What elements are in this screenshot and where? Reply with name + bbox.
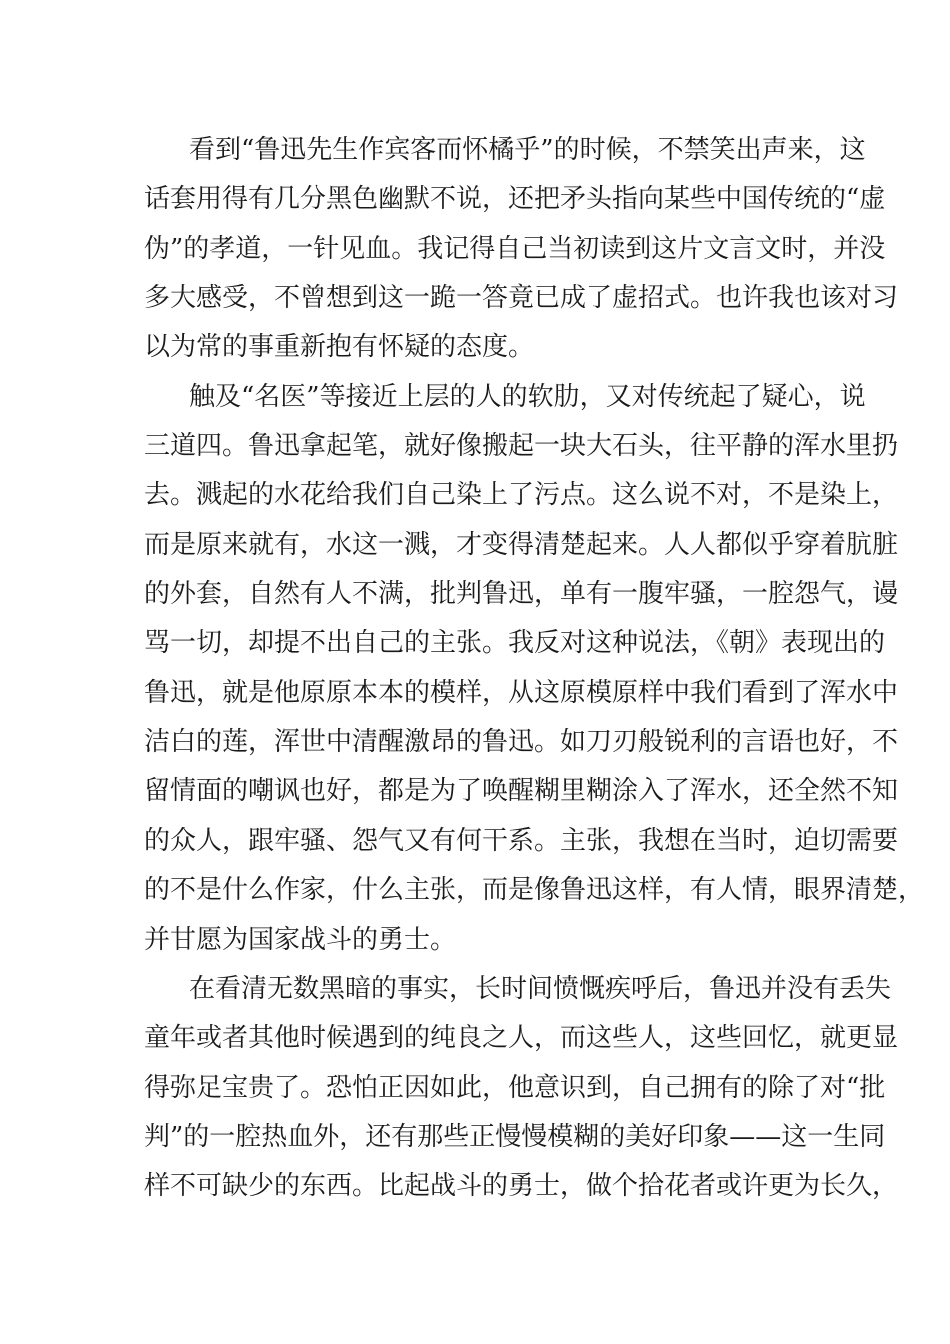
- paragraph-2-line-4: 而是原来就有，水这一溅，才变得清楚起来。人人都似乎穿着肮脏: [144, 529, 899, 560]
- paragraph-2-line-10: 的众人，跟牢骚、怨气又有何干系。主张，我想在当时，迫切需要: [144, 825, 899, 856]
- paragraph-1-line-1: 看到“鲁迅先生作宾客而怀橘乎”的时候，不禁笑出声来，这: [189, 135, 866, 165]
- paragraph-3-line-1: 在看清无数黑暗的事实，长时间愤慨疾呼后，鲁迅并没有丢失: [189, 973, 892, 1004]
- paragraph-2-line-3: 去。溅起的水花给我们自己染上了污点。这么说不对，不是染上，: [144, 480, 899, 511]
- paragraph-2-line-1: 触及“名医”等接近上层的人的软肋，又对传统起了疑心，说: [189, 381, 866, 412]
- paragraph-2-line-12: 并甘愿为国家战斗的勇士。: [144, 924, 457, 955]
- paragraph-3-line-3: 得弥足宝贵了。恐怕正因如此，他意识到，自己拥有的除了对“批: [144, 1072, 886, 1103]
- paragraph-2-line-9: 留情面的嘲讽也好，都是为了唤醒糊里糊涂入了浑水，还全然不知: [144, 776, 899, 807]
- paragraph-2-line-2: 三道四。鲁迅拿起笔，就好像搬起一块大石头，往平静的浑水里扔: [144, 431, 899, 462]
- paragraph-3-line-5: 样不可缺少的东西。比起战斗的勇士，做个拾花者或许更为长久，: [144, 1171, 899, 1202]
- paragraph-2-line-8: 洁白的莲，浑世中清醒激昂的鲁迅。如刀刃般锐利的言语也好，不: [144, 727, 899, 758]
- paragraph-1-line-4: 多大感受，不曾想到这一跪一答竟已成了虚招式。也许我也该对习: [144, 283, 899, 314]
- paragraph-1-line-2: 话套用得有几分黑色幽默不说，还把矛头指向某些中国传统的“虚: [144, 184, 886, 215]
- paragraph-2-line-5: 的外套，自然有人不满，批判鲁迅，单有一腹牢骚，一腔怨气，谩: [144, 579, 899, 610]
- paragraph-3-line-4: 判”的一腔热血外，还有那些正慢慢模糊的美好印象——这一生同: [144, 1121, 886, 1152]
- paragraph-2-line-7: 鲁迅，就是他原原本本的模样，从这原模原样中我们看到了浑水中: [144, 677, 899, 708]
- paragraph-2-line-11: 的不是什么作家，什么主张，而是像鲁迅这样，有人情，眼界清楚，: [144, 875, 925, 906]
- paragraph-1-line-3: 伪”的孝道，一针见血。我记得自己当初读到这片文言文时，并没: [144, 233, 886, 264]
- paragraph-3-line-2: 童年或者其他时候遇到的纯良之人，而这些人，这些回忆，就更显: [144, 1023, 899, 1054]
- essay-body: [144, 126, 925, 1212]
- paragraph-2-line-6: 骂一切，却提不出自己的主张。我反对这种说法，《朝》表现出的: [144, 628, 886, 659]
- paragraph-1-line-5: 以为常的事重新抱有怀疑的态度。: [144, 332, 535, 363]
